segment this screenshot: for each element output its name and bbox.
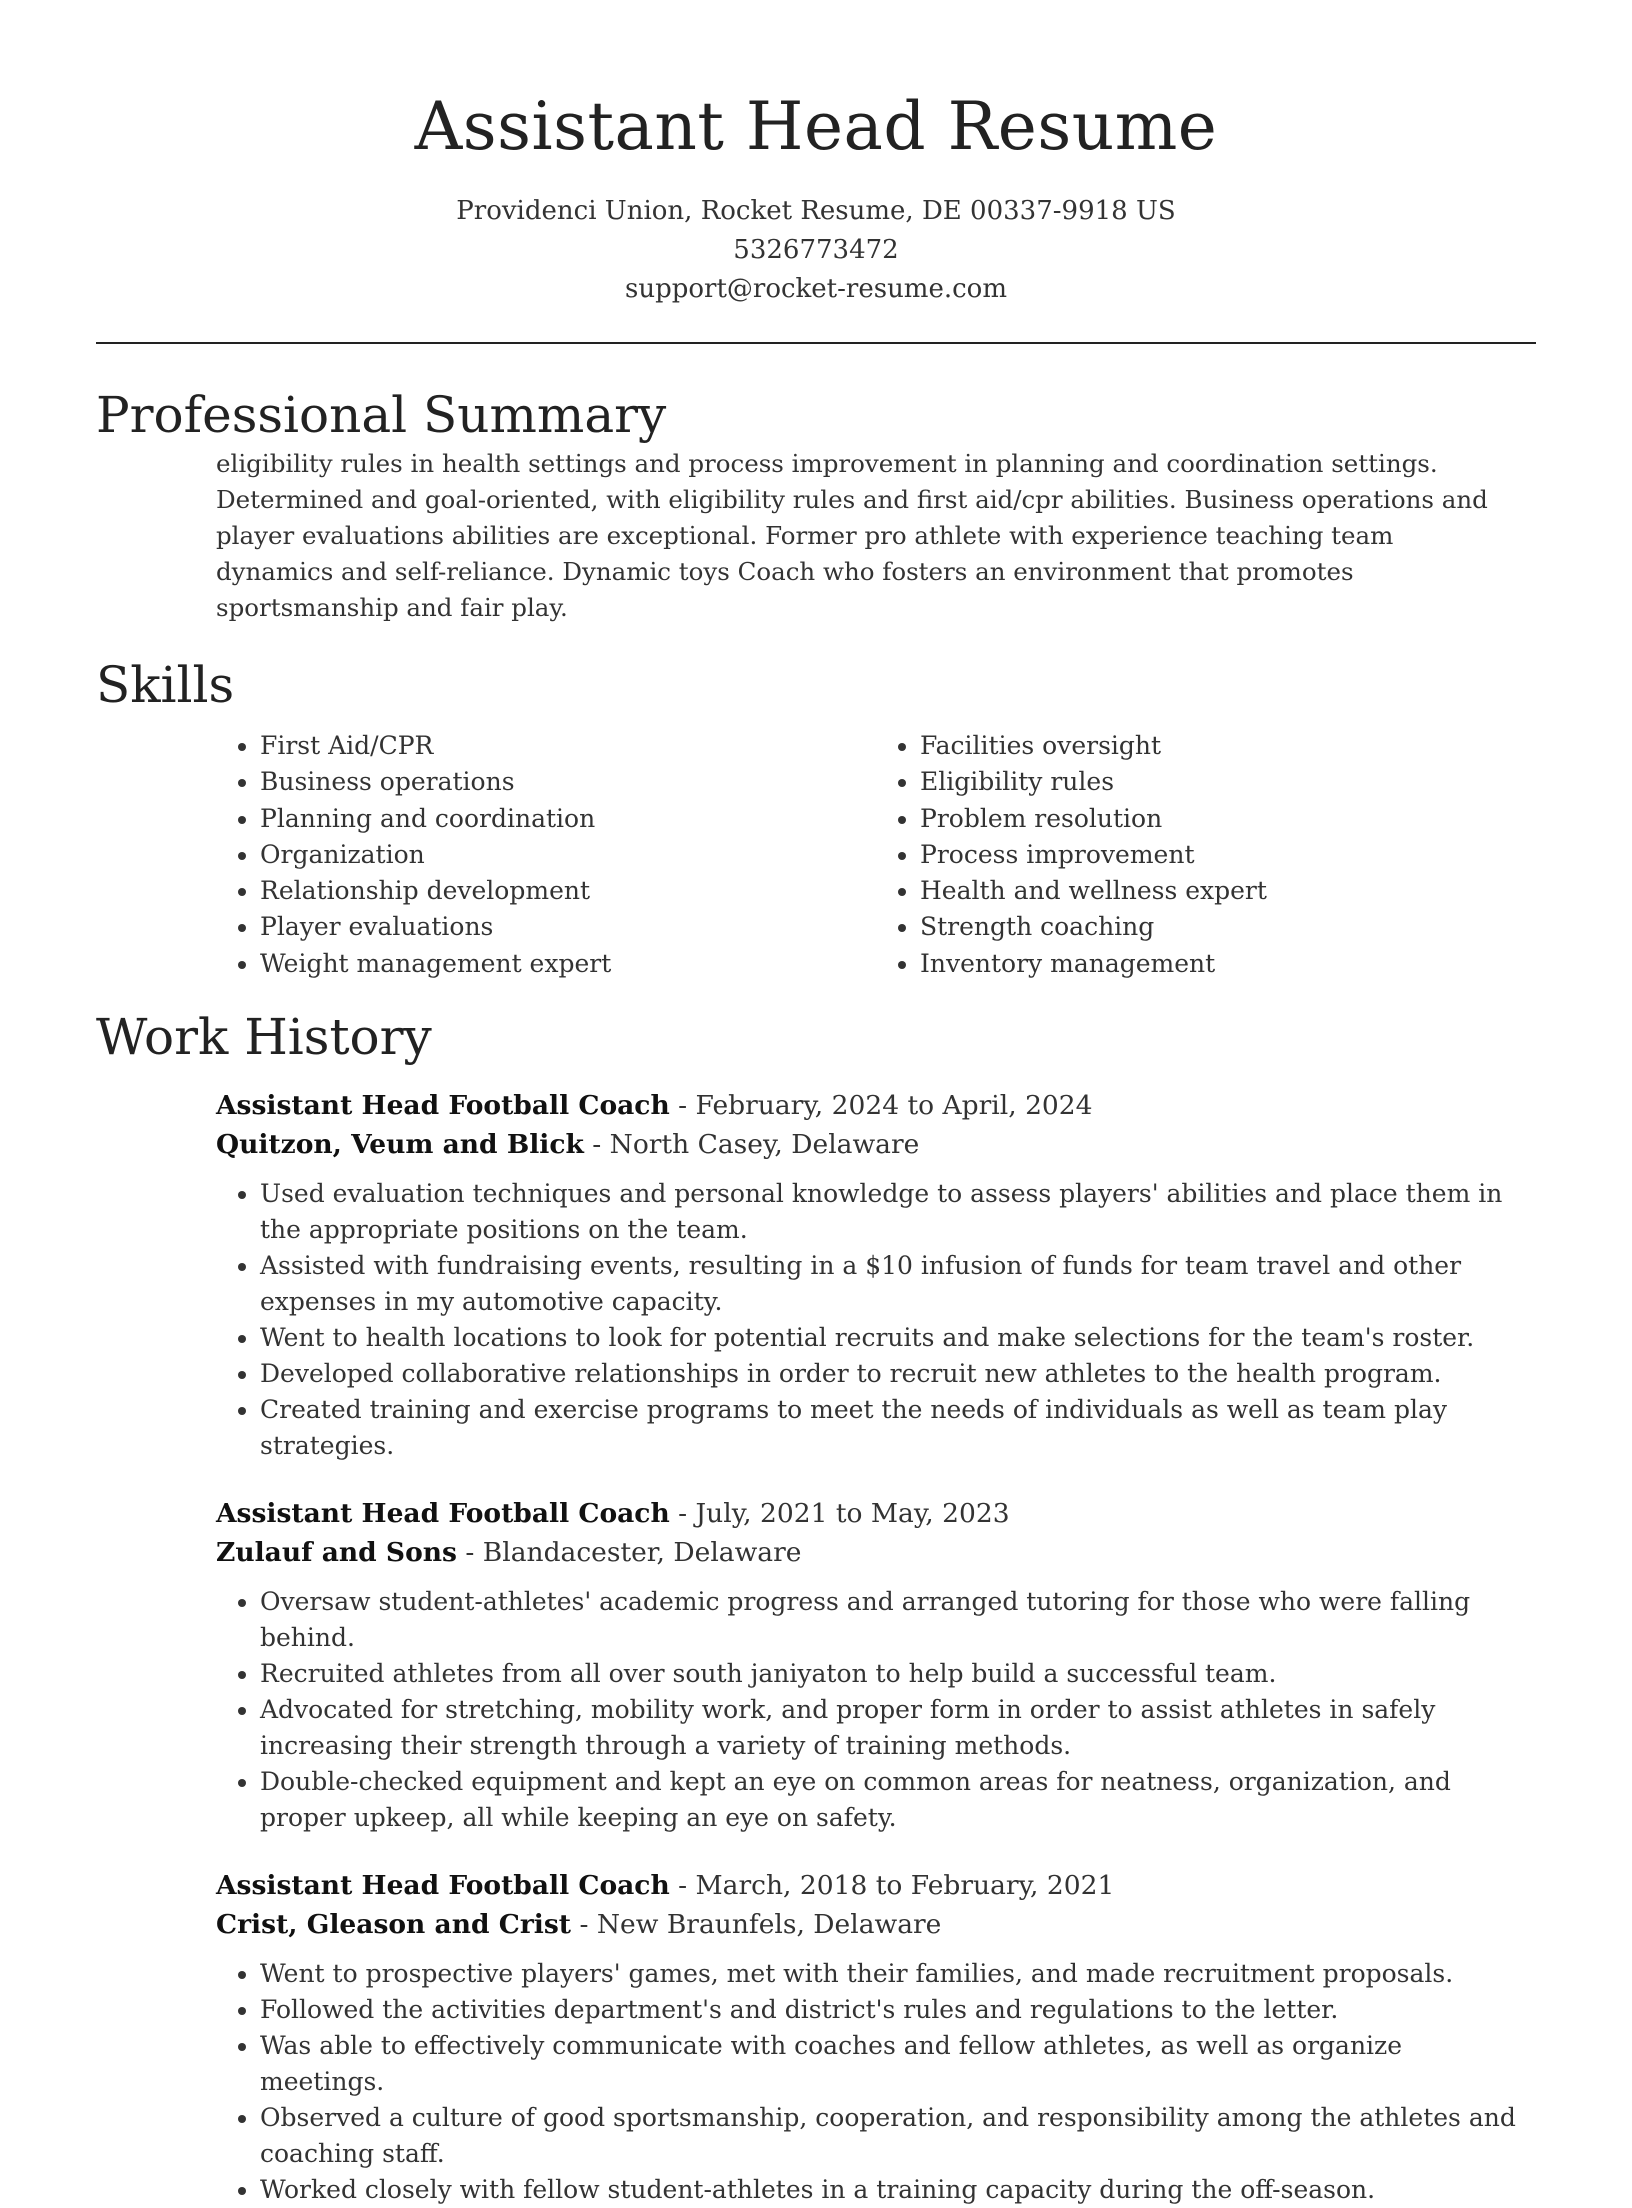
job-location: North Casey, Delaware — [609, 1129, 920, 1161]
job-company: Crist, Gleason and Crist — [216, 1909, 572, 1941]
job-entry — [96, 1086, 1536, 1464]
skills-column-right — [876, 728, 1536, 982]
job-title: Assistant Head Football Coach — [216, 1870, 670, 1902]
resume-title: Assistant Head Resume — [414, 88, 1218, 165]
work-history-heading: Work History — [96, 1008, 432, 1067]
header-divider — [96, 342, 1536, 344]
job-entry — [96, 1494, 1536, 1836]
job-location: New Braunfels, Delaware — [596, 1909, 942, 1941]
skills-heading: Skills — [96, 656, 235, 714]
job-title-line: Assistant Head Football Coach - March, 2018 to February, 2021 — [216, 1870, 1115, 1902]
job-bullets — [96, 1584, 1536, 1836]
job-bullet: • Observed a culture of good sportsmanship, cooperation, and responsibility among the athletes and coaching staff. — [260, 2100, 1536, 2172]
skill-item: • Relationship development — [260, 873, 876, 909]
job-bullet: • Followed the activities department's and district's rules and regulations to the letter. — [260, 1992, 1536, 2028]
skill-item: • Eligibility rules — [920, 764, 1536, 800]
job-company-line: Zulauf and Sons - Blandacester, Delaware — [216, 1537, 802, 1569]
job-bullet: • Developed collaborative relationships in order to recruit new athletes to the health program. — [260, 1356, 1536, 1392]
job-title: Assistant Head Football Coach — [216, 1498, 670, 1530]
contact-email: support@rocket-resume.com — [624, 274, 1007, 304]
resume-page — [96, 0, 1536, 2208]
skills-list — [96, 728, 1536, 982]
job-title-line: Assistant Head Football Coach - July, 2021 to May, 2023 — [216, 1498, 1010, 1530]
job-bullet: • Went to prospective players' games, met with their families, and made recruitment proposals. — [260, 1956, 1536, 1992]
job-bullet: • Oversaw student-athletes' academic progress and arranged tutoring for those who were falling behind. — [260, 1584, 1536, 1656]
skill-item: • Problem resolution — [920, 801, 1536, 837]
job-company-line: Quitzon, Veum and Blick - North Casey, Delaware — [216, 1129, 920, 1161]
skill-item: • First Aid/CPR — [260, 728, 876, 764]
job-entry — [96, 1866, 1536, 2208]
job-bullet: • Recruited athletes from all over south janiyaton to help build a successful team. — [260, 1656, 1536, 1692]
job-bullet: • Worked closely with fellow student-athletes in a training capacity during the off-season. — [260, 2172, 1536, 2208]
job-title: Assistant Head Football Coach — [216, 1090, 670, 1122]
skill-item: • Process improvement — [920, 837, 1536, 873]
contact-phone: 5326773472 — [733, 235, 899, 265]
job-dates: March, 2018 to February, 2021 — [695, 1870, 1115, 1902]
skills-column-left — [216, 728, 876, 982]
skill-item: • Strength coaching — [920, 909, 1536, 945]
job-bullet: • Advocated for stretching, mobility work, and proper form in order to assist athletes in safely increasing their strength through a variety of training methods. — [260, 1692, 1536, 1764]
job-location: Blandacester, Delaware — [482, 1537, 802, 1569]
job-bullet: • Was able to effectively communicate with coaches and fellow athletes, as well as organize meetings. — [260, 2028, 1536, 2100]
job-dates: February, 2024 to April, 2024 — [695, 1090, 1093, 1122]
skill-item: • Health and wellness expert — [920, 873, 1536, 909]
job-bullets — [96, 1956, 1536, 2208]
summary-text: eligibility rules in health settings and process improvement in planning and coordination settings. Determined and goal-oriented, with eligibility rules and first aid/cpr abilities. Business operations and player evaluations abilities are exceptional. Former pro athlete with experience teaching team dynamics and self-reliance. Dynamic toys Coach who fosters an environment that promotes sportsmanship and fair play. — [216, 449, 1488, 622]
summary-heading: Professional Summary — [96, 386, 667, 444]
skill-item: • Planning and coordination — [260, 801, 876, 837]
job-bullet: • Assisted with fundraising events, resulting in a $10 infusion of funds for team travel and other expenses in my automotive capacity. — [260, 1248, 1536, 1320]
job-bullets — [96, 1176, 1536, 1464]
skill-item: • Weight management expert — [260, 946, 876, 982]
job-company: Quitzon, Veum and Blick — [216, 1129, 584, 1161]
job-bullet: • Created training and exercise programs to meet the needs of individuals as well as team play strategies. — [260, 1392, 1536, 1464]
skill-item: • Business operations — [260, 764, 876, 800]
skill-item: • Player evaluations — [260, 909, 876, 945]
job-bullet: • Double-checked equipment and kept an eye on common areas for neatness, organization, and proper upkeep, all while keeping an eye on safety. — [260, 1764, 1536, 1836]
skill-item: • Organization — [260, 837, 876, 873]
contact-block — [96, 192, 1536, 309]
skill-item: • Facilities oversight — [920, 728, 1536, 764]
contact-address: Providenci Union, Rocket Resume, DE 00337-9918 US — [456, 196, 1176, 226]
job-title-line: Assistant Head Football Coach - February, 2024 to April, 2024 — [216, 1090, 1093, 1122]
job-bullet: • Went to health locations to look for potential recruits and make selections for the team's roster. — [260, 1320, 1536, 1356]
job-dates: July, 2021 to May, 2023 — [695, 1498, 1010, 1530]
job-bullet: • Used evaluation techniques and personal knowledge to assess players' abilities and place them in the appropriate positions on the team. — [260, 1176, 1536, 1248]
job-company-line: Crist, Gleason and Crist - New Braunfels, Delaware — [216, 1909, 942, 1941]
job-company: Zulauf and Sons — [216, 1537, 457, 1569]
skill-item: • Inventory management — [920, 946, 1536, 982]
